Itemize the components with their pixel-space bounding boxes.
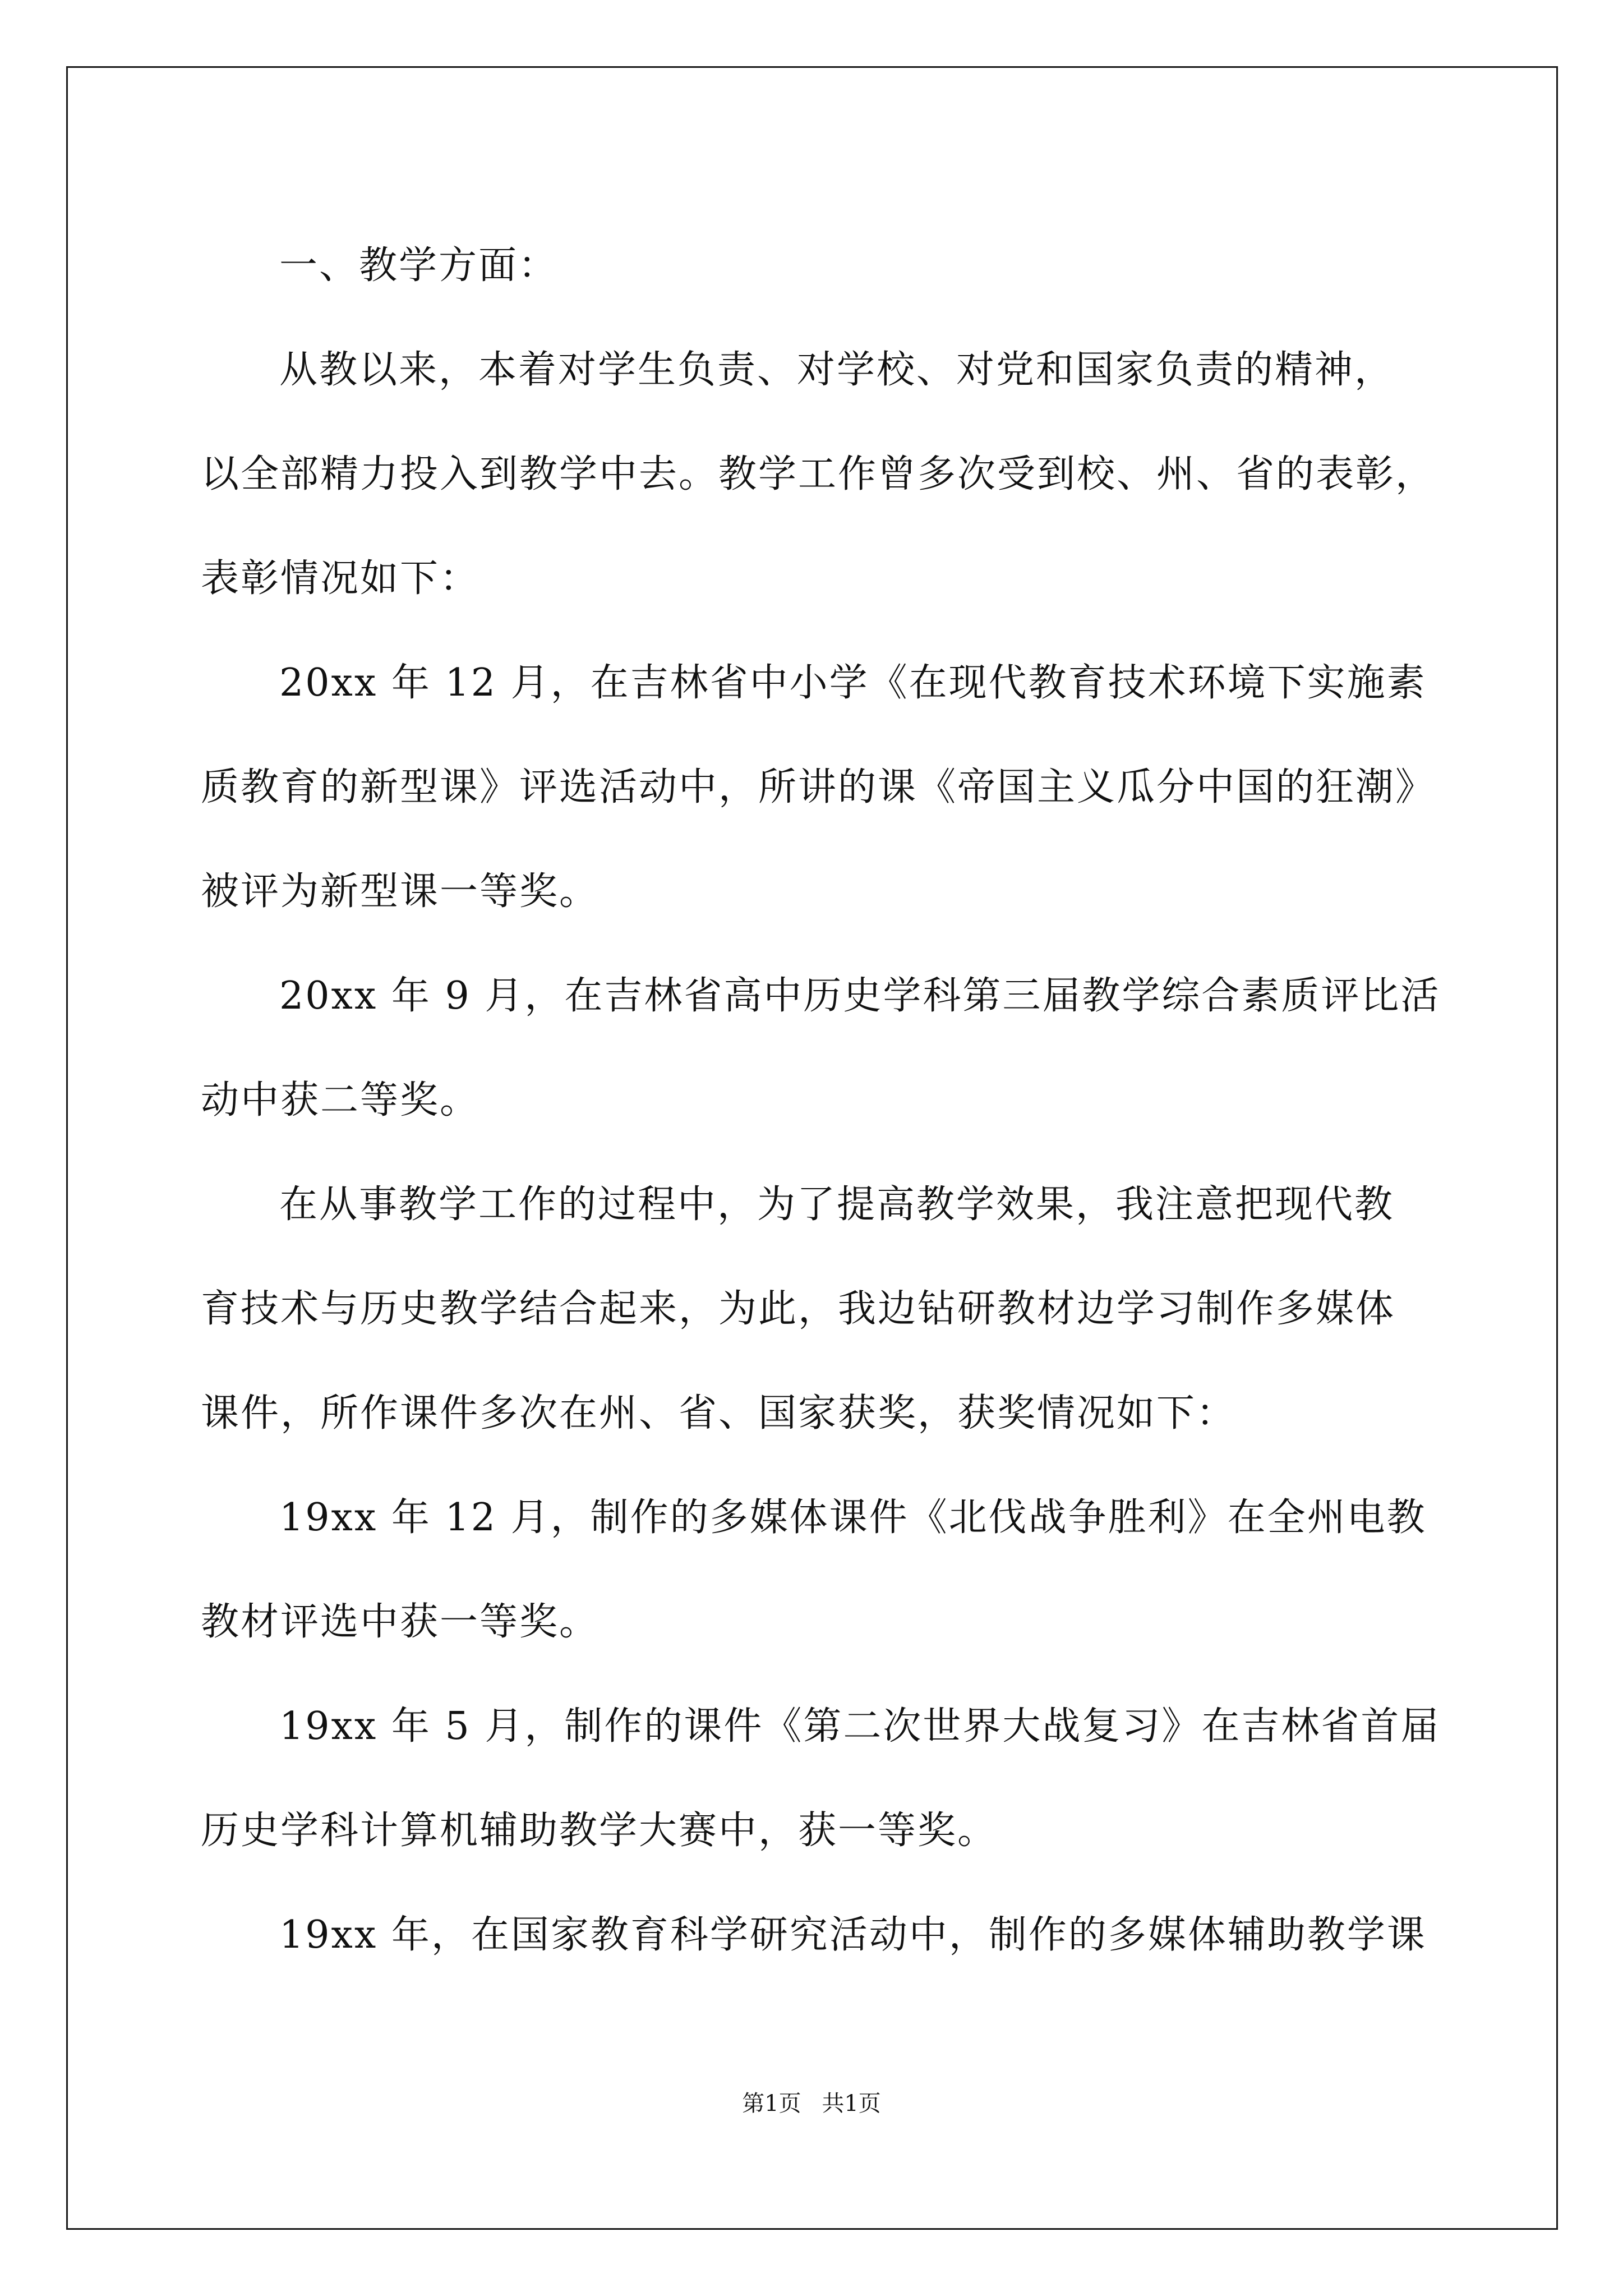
paragraph-line: 从教以来，本着对学生负责、对学校、对党和国家负责的精神， xyxy=(279,348,1395,392)
paragraph-line: 育技术与历史教学结合起来，为此，我边钻研教材边学习制作多媒体 xyxy=(201,1287,1396,1331)
paragraph-line: 19xx 年 5 月，制作的课件《第二次世界大战复习》在吉林省首届 xyxy=(279,1704,1441,1749)
paragraph-line: 历史学科计算机辅助教学大赛中，获一等奖。 xyxy=(201,1809,998,1853)
paragraph-line: 以全部精力投入到教学中去。教学工作曾多次受到校、州、省的表彰， xyxy=(201,452,1436,496)
page-number-total: 共1页 xyxy=(822,2091,881,2116)
paragraph-line: 动中获二等奖。 xyxy=(201,1078,480,1122)
page-footer xyxy=(0,2086,1623,2118)
paragraph-line: 被评为新型课一等奖。 xyxy=(201,869,600,914)
paragraph-line: 质教育的新型课》评选活动中，所讲的课《帝国主义瓜分中国的狂潮》 xyxy=(201,765,1436,809)
paragraph-line: 在从事教学工作的过程中，为了提高教学效果，我注意把现代教 xyxy=(279,1182,1395,1227)
paragraph-line: 19xx 年，在国家教育科学研究活动中，制作的多媒体辅助教学课 xyxy=(279,1913,1427,1957)
paragraph-line: 19xx 年 12 月，制作的多媒体课件《北伐战争胜利》在全州电教 xyxy=(279,1496,1427,1540)
paragraph-line: 教材评选中获一等奖。 xyxy=(201,1600,600,1644)
paragraph-line: 课件，所作课件多次在州、省、国家获奖，获奖情况如下： xyxy=(201,1391,1237,1435)
document-body xyxy=(201,214,1440,1987)
section-heading: 一、教学方面： xyxy=(279,243,559,288)
paragraph-line: 20xx 年 9 月，在吉林省高中历史学科第三届教学综合素质评比活 xyxy=(279,974,1441,1018)
paragraph-line: 20xx 年 12 月，在吉林省中小学《在现代教育技术环境下实施素 xyxy=(279,661,1427,705)
paragraph-line: 表彰情况如下： xyxy=(201,556,480,601)
page-number-current: 第1页 xyxy=(742,2091,801,2116)
